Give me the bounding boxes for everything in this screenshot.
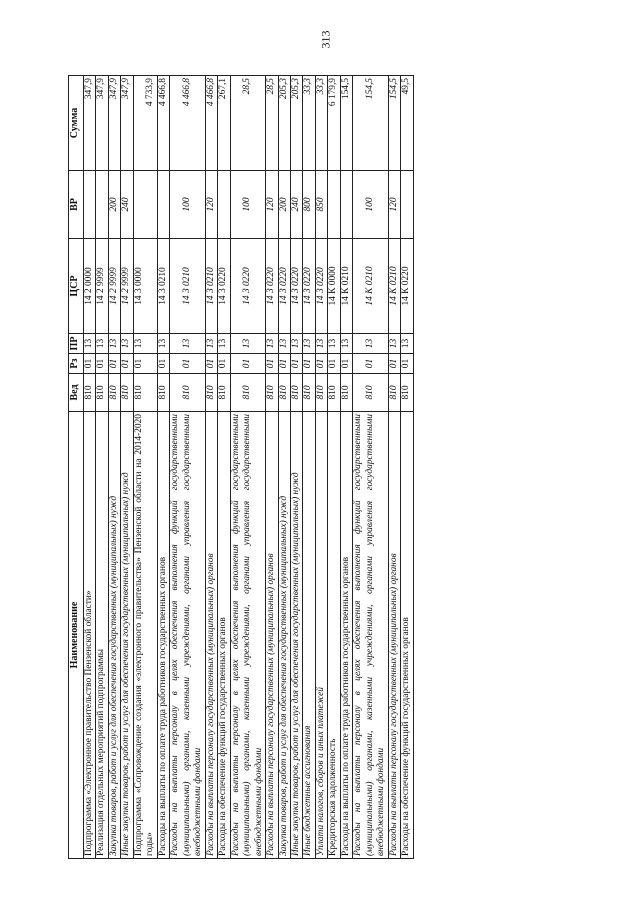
table-row (401, 76, 413, 859)
table-row (218, 76, 230, 859)
cell-csr: 14 3 0220 (303, 239, 315, 334)
cell-name: Подпрограмма «Сопровождение создания «электронного правительства» Пензенской области на 2014-2020 годы» (133, 412, 157, 859)
table-row (388, 76, 400, 859)
table-row (157, 76, 169, 859)
cell-csr: 14 3 0220 (218, 239, 230, 334)
cell-vr: 120 (388, 171, 400, 239)
cell-sum: 4 466,8 (170, 76, 205, 171)
header-pr: ПР (69, 334, 84, 354)
cell-name: Подпрограмма «Электронное правительство Пензенской области» (84, 412, 96, 859)
cell-name: Расходы на выплаты персоналу в целях обеспечения выполнения функций государственными (муниципальными) органами, казенными учреждениями, органами управления государственными внебюджетными фондами (230, 412, 265, 859)
cell-ved: 810 (157, 374, 169, 412)
cell-csr: 14 К 0210 (388, 239, 400, 334)
cell-name: Расходы на выплаты персоналу государственных (муниципальных) органов (266, 412, 278, 859)
cell-pr: 13 (401, 334, 413, 354)
cell-sum: 4 466,8 (205, 76, 217, 171)
cell-pr: 13 (170, 334, 205, 354)
cell-name: Расходы на выплаты по оплате труда работников государственных органов (340, 412, 352, 859)
cell-rz: 01 (278, 354, 290, 374)
cell-ved: 810 (205, 374, 217, 412)
cell-rz: 01 (96, 354, 108, 374)
table-row (205, 76, 217, 859)
cell-pr: 13 (157, 334, 169, 354)
cell-name: Закупка товаров, работ и услуг для обеспечения государственных (муниципальных) нужд (108, 412, 120, 859)
cell-name: Закупка товаров, работ и услуг для обеспечения государственных (муниципальных) нужд (278, 412, 290, 859)
cell-csr: 14 3 0210 (170, 239, 205, 334)
cell-name: Расходы на обеспечение функций государственных органов (218, 412, 230, 859)
cell-name: Иные закупки товаров, работ и услуг для обеспечения государственных (муниципальных) нужд (121, 412, 133, 859)
cell-rz: 01 (218, 354, 230, 374)
header-rz: Рз (69, 354, 84, 374)
page-number: 313 (318, 30, 333, 49)
cell-vr (401, 171, 413, 239)
header-name: Наименование (69, 412, 84, 859)
budget-table (68, 75, 414, 859)
cell-ved: 810 (133, 374, 157, 412)
cell-csr: 14 2 9999 (121, 239, 133, 334)
cell-rz: 01 (401, 354, 413, 374)
table-row (108, 76, 120, 859)
cell-vr (133, 171, 157, 239)
cell-sum: 4 733,9 (133, 76, 157, 171)
cell-rz: 01 (340, 354, 352, 374)
cell-rz: 01 (315, 354, 327, 374)
cell-csr: 14 3 0220 (315, 239, 327, 334)
table-row (133, 76, 157, 859)
cell-sum: 347,9 (121, 76, 133, 171)
cell-csr: 14 3 0210 (205, 239, 217, 334)
cell-pr: 13 (388, 334, 400, 354)
cell-csr: 14 2 9999 (108, 239, 120, 334)
cell-sum: 347,9 (96, 76, 108, 171)
cell-pr: 13 (266, 334, 278, 354)
cell-csr: 14 3 0220 (266, 239, 278, 334)
cell-ved: 810 (84, 374, 96, 412)
cell-csr: 14 3 0210 (157, 239, 169, 334)
cell-sum: 154,5 (353, 76, 388, 171)
cell-name: Расходы на выплаты персоналу в целях обеспечения выполнения функций государственными (муниципальными) органами, казенными учреждениями, органами управления государственными внебюджетными фондами (353, 412, 388, 859)
cell-vr: 240 (290, 171, 302, 239)
cell-ved: 810 (278, 374, 290, 412)
cell-rz: 01 (170, 354, 205, 374)
cell-name: Кредиторская задолженность (328, 412, 340, 859)
cell-csr: 14 К 0000 (328, 239, 340, 334)
cell-name: Расходы на выплаты персоналу государственных (муниципальных) органов (388, 412, 400, 859)
cell-sum: 267,1 (218, 76, 230, 171)
cell-pr: 13 (315, 334, 327, 354)
cell-vr: 850 (315, 171, 327, 239)
cell-ved: 810 (353, 374, 388, 412)
cell-name: Иные закупки товаров, работ и услуг для обеспечения государственных (муниципальных) нужд (290, 412, 302, 859)
cell-rz: 01 (157, 354, 169, 374)
cell-pr: 13 (121, 334, 133, 354)
cell-sum: 347,9 (84, 76, 96, 171)
cell-sum: 49,5 (401, 76, 413, 171)
table-row (230, 76, 265, 859)
cell-pr: 13 (278, 334, 290, 354)
cell-ved: 810 (340, 374, 352, 412)
cell-csr: 14 2 0000 (84, 239, 96, 334)
header-csr: ЦСР (69, 239, 84, 334)
cell-rz: 01 (388, 354, 400, 374)
cell-ved: 810 (315, 374, 327, 412)
cell-ved: 810 (290, 374, 302, 412)
cell-rz: 01 (353, 354, 388, 374)
cell-sum: 33,3 (303, 76, 315, 171)
cell-pr: 13 (353, 334, 388, 354)
table-header-row (69, 76, 84, 859)
cell-vr (328, 171, 340, 239)
table-row (328, 76, 340, 859)
cell-csr: 14 3 0000 (133, 239, 157, 334)
cell-vr: 100 (230, 171, 265, 239)
cell-vr: 200 (278, 171, 290, 239)
cell-csr: 14 2 9999 (96, 239, 108, 334)
cell-rz: 01 (328, 354, 340, 374)
cell-pr: 13 (84, 334, 96, 354)
cell-vr (157, 171, 169, 239)
cell-vr: 120 (205, 171, 217, 239)
cell-rz: 01 (230, 354, 265, 374)
cell-sum: 347,9 (108, 76, 120, 171)
table-row (290, 76, 302, 859)
cell-vr: 200 (108, 171, 120, 239)
header-vr: ВР (69, 171, 84, 239)
cell-csr: 14 3 0220 (230, 239, 265, 334)
cell-rz: 01 (121, 354, 133, 374)
cell-sum: 154,5 (388, 76, 400, 171)
cell-vr: 100 (353, 171, 388, 239)
cell-csr: 14 К 0220 (401, 239, 413, 334)
cell-vr: 100 (170, 171, 205, 239)
cell-ved: 810 (108, 374, 120, 412)
cell-sum: 28,5 (266, 76, 278, 171)
cell-vr: 240 (121, 171, 133, 239)
cell-ved: 810 (121, 374, 133, 412)
table-row (121, 76, 133, 859)
cell-sum: 205,3 (278, 76, 290, 171)
cell-pr: 13 (303, 334, 315, 354)
rotated-budget-table-container (68, 76, 582, 859)
cell-rz: 01 (290, 354, 302, 374)
cell-csr: 14 3 0220 (278, 239, 290, 334)
cell-vr (340, 171, 352, 239)
cell-pr: 13 (230, 334, 265, 354)
cell-rz: 01 (205, 354, 217, 374)
cell-csr: 14 3 0220 (290, 239, 302, 334)
cell-name: Расходы на обеспечение функций государственных органов (401, 412, 413, 859)
table-row (303, 76, 315, 859)
cell-rz: 01 (84, 354, 96, 374)
cell-ved: 810 (218, 374, 230, 412)
cell-pr: 13 (290, 334, 302, 354)
cell-name: Расходы на выплаты персоналу в целях обеспечения выполнения функций государственными (муниципальными) органами, казенными учреждениями, органами управления государственными внебюджетными фондами (170, 412, 205, 859)
cell-ved: 810 (230, 374, 265, 412)
cell-name: Реализация отдельных мероприятий подпрограммы (96, 412, 108, 859)
cell-ved: 810 (96, 374, 108, 412)
cell-name: Иные бюджетные ассигнования (303, 412, 315, 859)
cell-pr: 13 (340, 334, 352, 354)
cell-ved: 810 (328, 374, 340, 412)
cell-ved: 810 (266, 374, 278, 412)
cell-sum: 4 466,8 (157, 76, 169, 171)
cell-rz: 01 (133, 354, 157, 374)
table-body (84, 76, 414, 859)
cell-vr (84, 171, 96, 239)
cell-name: Уплата налогов, сборов и иных платежей (315, 412, 327, 859)
cell-pr: 13 (108, 334, 120, 354)
cell-name: Расходы на выплаты персоналу государственных (муниципальных) органов (205, 412, 217, 859)
cell-pr: 13 (328, 334, 340, 354)
cell-sum: 6 179,9 (328, 76, 340, 171)
table-row (278, 76, 290, 859)
header-sum: Сумма (69, 76, 84, 171)
cell-ved: 810 (303, 374, 315, 412)
table-row (170, 76, 205, 859)
cell-ved: 810 (388, 374, 400, 412)
table-row (96, 76, 108, 859)
cell-vr: 120 (266, 171, 278, 239)
cell-rz: 01 (266, 354, 278, 374)
cell-csr: 14 К 0210 (353, 239, 388, 334)
cell-sum: 154,5 (340, 76, 352, 171)
table-row (84, 76, 96, 859)
table-row (266, 76, 278, 859)
cell-sum: 205,3 (290, 76, 302, 171)
cell-rz: 01 (108, 354, 120, 374)
cell-vr: 800 (303, 171, 315, 239)
cell-ved: 810 (170, 374, 205, 412)
header-ved: Вед (69, 374, 84, 412)
cell-vr (96, 171, 108, 239)
cell-pr: 13 (96, 334, 108, 354)
cell-sum: 28,5 (230, 76, 265, 171)
cell-ved: 810 (401, 374, 413, 412)
cell-pr: 13 (218, 334, 230, 354)
cell-vr (218, 171, 230, 239)
table-row (340, 76, 352, 859)
cell-name: Расходы на выплаты по оплате труда работников государственных органов (157, 412, 169, 859)
cell-pr: 13 (133, 334, 157, 354)
cell-sum: 33,3 (315, 76, 327, 171)
table-row (315, 76, 327, 859)
cell-csr: 14 К 0210 (340, 239, 352, 334)
cell-pr: 13 (205, 334, 217, 354)
table-row (353, 76, 388, 859)
cell-rz: 01 (303, 354, 315, 374)
